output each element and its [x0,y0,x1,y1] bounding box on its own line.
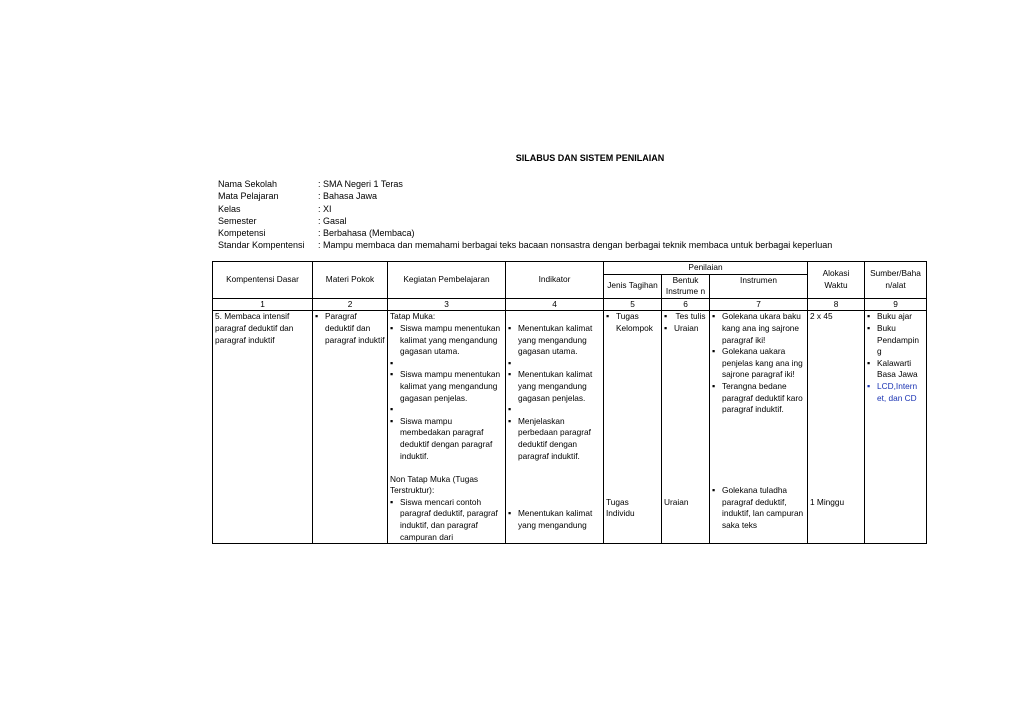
col-number: 1 [213,298,313,311]
list-item: ▪ Golekana uakara penjelas kang ana ing sajrone paragraf iki! [712,346,805,381]
header-kd: Kompentensi Dasar [213,262,313,299]
header-indikator: Indikator [506,262,604,299]
col-number: 8 [808,298,865,311]
header-row [213,262,927,275]
header-instrumen: Instrumen [710,274,808,298]
cell-bentuk: ▪ Tes tulis ▪ Uraian Uraian [662,311,710,544]
info-row: Nama Sekolah : SMA Negeri 1 Teras [218,179,403,189]
list-item: ▪ Menentukan kalimat yang mengandung [508,508,601,531]
list-item: ▪ Uraian [664,323,707,335]
header-bentuk: Bentuk Instrume n [662,274,710,298]
list-item: ▪ Kalawarti Basa Jawa [867,358,924,381]
col-number: 5 [604,298,662,311]
syllabus-table [212,261,927,544]
list-item: ▪ Siswa mampu menentukan kalimat yang mengandung gagasan utama. [390,323,503,358]
header-alokasi: Alokasi Waktu [808,262,865,299]
header-jenis: Jenis Tagihan [604,274,662,298]
col-number: 6 [662,298,710,311]
list-item: ▪ Golekana ukara baku kang ana ing sajrone paragraf iki! [712,311,805,346]
info-row: Semester : Gasal [218,215,347,226]
cell-indikator [506,311,604,544]
table-row [213,311,927,544]
info-row: Mata Pelajaran : Bahasa Jawa [218,191,378,202]
list-item: ▪ Tugas Kelompok [606,311,659,334]
cell-kegiatan: Tatap Muka: ▪ Siswa mampu menentukan kalimat yang mengandung gagasan utama. ▪ ▪ Siswa mampu menentukan kalimat yang mengandung gagasan penjelas. ▪ ▪ Siswa mampu membedakan paragraf deduktif dengan paragraf induktif. Non Tatap Muka (Tugas Terstruktur): ▪ Siswa mencari contoh paragraf deduktif, paragraf induktif, dan paragraf campuran dari [388,311,506,544]
info-row: Standar Kompentensi : Mampu membaca dan memahami berbagai teks bacaan nonsastra dengan berbagai teknik membaca untuk berbagai keperluan [218,240,833,251]
list-item: ▪ Golekana tuladha paragraf deduktif, induktif, lan campuran saka teks [712,485,805,531]
header-sumber: Sumber/Baha n/alat [865,262,927,299]
list-item: ▪ Terangna bedane paragraf deduktif karo paragraf induktif. [712,381,805,416]
info-row: Kompetensi : Berbahasa (Membaca) [218,228,415,239]
document-title: SILABUS DAN SISTEM PENILAIAN [515,153,665,163]
list-item: ▪ Menentukan kalimat yang mengandung gagasan utama. [508,323,601,358]
list-item: ▪ Tes tulis [664,311,707,323]
col-number: 3 [388,298,506,311]
cell-alokasi: 2 x 45 1 Minggu [808,311,865,544]
header-kegiatan: Kegiatan Pembelajaran [388,262,506,299]
list-item: ▪ Buku ajar [867,311,924,323]
cell-kd: 5. Membaca intensif paragraf deduktif dan paragraf induktif [213,311,313,544]
column-number-row [213,298,927,311]
list-item: ▪ Menjelaskan perbedaan paragraf deduktif dengan paragraf induktif. [508,416,601,462]
list-item: ▪ Paragraf deduktif dan paragraf induktif [315,311,385,346]
list-item: ▪ Siswa mencari contoh paragraf deduktif, paragraf induktif, dan paragraf campuran dari [390,497,503,543]
list-item: ▪ Menentukan kalimat yang mengandung gagasan penjelas. [508,369,601,404]
cell-materi [313,311,388,544]
header-penilaian: Penilaian [604,262,808,275]
col-number: 9 [865,298,927,311]
sumber-link[interactable]: ▪ LCD,Intern et, dan CD [867,381,924,404]
col-number: 2 [313,298,388,311]
cell-jenis: ▪ Tugas Kelompok Tugas Individu [604,311,662,544]
list-item: ▪ Siswa mampu menentukan kalimat yang mengandung gagasan penjelas. [390,369,503,404]
col-number: 7 [710,298,808,311]
cell-sumber [865,311,927,544]
list-item: ▪ Buku Pendampin g [867,323,924,358]
col-number: 4 [506,298,604,311]
header-materi: Materi Pokok [313,262,388,299]
list-item: ▪ Siswa mampu membedakan paragraf deduktif dengan paragraf induktif. [390,416,503,462]
identity-block [218,178,832,252]
info-row: Kelas : XI [218,203,332,214]
cell-instrumen [710,311,808,544]
